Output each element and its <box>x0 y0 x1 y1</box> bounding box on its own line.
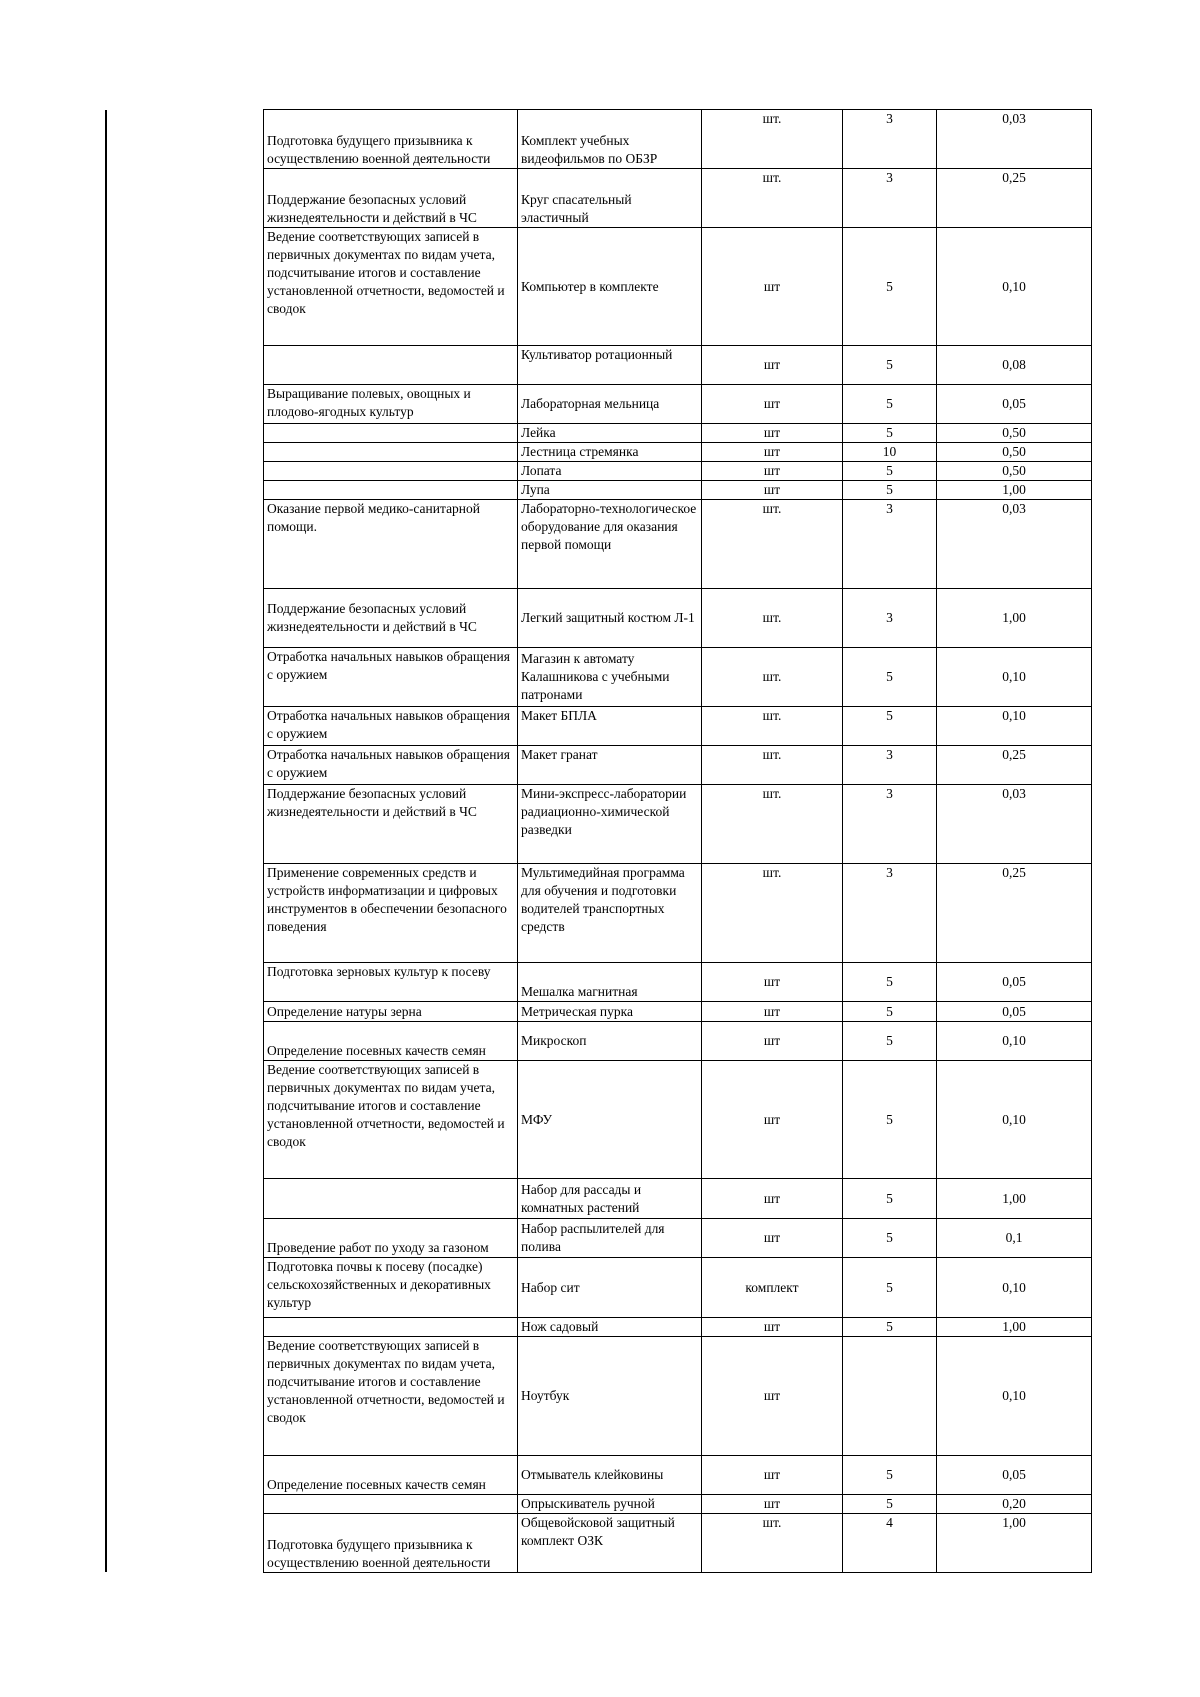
norm-cell: 1,00 <box>937 1318 1092 1337</box>
activity-cell: Поддержание безопасных условий жизнедеятельности и действий в ЧС <box>264 589 518 648</box>
unit-cell: шт <box>702 462 843 481</box>
qty-cell: 5 <box>843 462 937 481</box>
item-cell: Метрическая пурка <box>518 1002 702 1022</box>
table-row <box>264 1219 1092 1258</box>
unit-cell: шт <box>702 1318 843 1337</box>
activity-cell: Подготовка почвы к посеву (посадке) сельскохозяйственных и декоративных культур <box>264 1258 518 1318</box>
qty-cell: 10 <box>843 443 937 462</box>
table-row <box>264 1514 1092 1573</box>
qty-cell: 5 <box>843 1495 937 1514</box>
unit-cell: шт. <box>702 589 843 648</box>
item-cell: Легкий защитный костюм Л-1 <box>518 589 702 648</box>
activity-cell <box>264 443 518 462</box>
table-row <box>264 424 1092 443</box>
table-row <box>264 169 1092 228</box>
activity-cell: Определение посевных качеств семян <box>264 1456 518 1495</box>
activity-cell <box>264 462 518 481</box>
qty-cell: 5 <box>843 1022 937 1061</box>
norm-cell: 1,00 <box>937 589 1092 648</box>
item-cell: Лейка <box>518 424 702 443</box>
activity-cell: Определение посевных качеств семян <box>264 1022 518 1061</box>
activity-cell <box>264 1495 518 1514</box>
qty-cell: 5 <box>843 1179 937 1219</box>
norm-cell: 0,10 <box>937 1061 1092 1179</box>
table-row <box>264 1179 1092 1219</box>
unit-cell: шт. <box>702 707 843 746</box>
unit-cell: шт. <box>702 746 843 785</box>
activity-cell <box>264 346 518 385</box>
qty-cell <box>843 1337 937 1456</box>
item-cell: Культиватор ротационный <box>518 346 702 385</box>
unit-cell: шт <box>702 1022 843 1061</box>
qty-cell: 5 <box>843 1258 937 1318</box>
item-cell: Опрыскиватель ручной <box>518 1495 702 1514</box>
item-cell: Нож садовый <box>518 1318 702 1337</box>
unit-cell: шт <box>702 1002 843 1022</box>
activity-cell: Отработка начальных навыков обращения с оружием <box>264 746 518 785</box>
activity-cell: Ведение соответствующих записей в первичных документах по видам учета, подсчитывание итогов и составление установленной отчетности, ведомостей и сводок <box>264 228 518 346</box>
norm-cell: 0,50 <box>937 462 1092 481</box>
activity-cell <box>264 481 518 500</box>
item-cell: Мультимедийная программа для обучения и подготовки водителей транспортных средств <box>518 864 702 963</box>
activity-cell: Подготовка будущего призывника к осуществлению военной деятельности <box>264 110 518 169</box>
qty-cell: 5 <box>843 385 937 424</box>
norm-cell: 0,10 <box>937 1022 1092 1061</box>
item-cell: Компьютер в комплекте <box>518 228 702 346</box>
item-cell: Магазин к автомату Калашникова с учебными патронами <box>518 648 702 707</box>
norm-cell: 0,1 <box>937 1219 1092 1258</box>
item-cell: Комплект учебных видеофильмов по ОБЗР <box>518 110 702 169</box>
qty-cell: 5 <box>843 424 937 443</box>
table-row <box>264 1337 1092 1456</box>
item-cell: Отмыватель клейковины <box>518 1456 702 1495</box>
item-cell: МФУ <box>518 1061 702 1179</box>
activity-cell: Ведение соответствующих записей в первичных документах по видам учета, подсчитывание итогов и составление установленной отчетности, ведомостей и сводок <box>264 1061 518 1179</box>
table-row <box>264 785 1092 864</box>
item-cell: Ноутбук <box>518 1337 702 1456</box>
norm-cell: 0,10 <box>937 1337 1092 1456</box>
activity-cell: Подготовка зерновых культур к посеву <box>264 963 518 1002</box>
table-row <box>264 1022 1092 1061</box>
qty-cell: 5 <box>843 1061 937 1179</box>
activity-cell: Оказание первой медико-санитарной помощи. <box>264 500 518 589</box>
norm-cell: 0,05 <box>937 963 1092 1002</box>
unit-cell: комплект <box>702 1258 843 1318</box>
table-row <box>264 443 1092 462</box>
activity-cell: Отработка начальных навыков обращения с оружием <box>264 648 518 707</box>
norm-cell: 0,10 <box>937 648 1092 707</box>
table-row <box>264 1318 1092 1337</box>
unit-cell: шт <box>702 346 843 385</box>
unit-cell: шт. <box>702 864 843 963</box>
table-row <box>264 110 1092 169</box>
qty-cell: 4 <box>843 1514 937 1573</box>
equipment-table <box>263 109 1092 1573</box>
unit-cell: шт <box>702 1495 843 1514</box>
norm-cell: 0,05 <box>937 385 1092 424</box>
unit-cell: шт <box>702 228 843 346</box>
item-cell: Лупа <box>518 481 702 500</box>
unit-cell: шт <box>702 1337 843 1456</box>
table-row <box>264 589 1092 648</box>
table-row <box>264 963 1092 1002</box>
activity-cell <box>264 424 518 443</box>
norm-cell: 0,50 <box>937 443 1092 462</box>
qty-cell: 5 <box>843 1318 937 1337</box>
activity-cell: Подготовка будущего призывника к осуществлению военной деятельности <box>264 1514 518 1573</box>
item-cell: Набор сит <box>518 1258 702 1318</box>
norm-cell: 0,25 <box>937 746 1092 785</box>
item-cell: Лестница стремянка <box>518 443 702 462</box>
unit-cell: шт. <box>702 648 843 707</box>
qty-cell: 5 <box>843 648 937 707</box>
activity-cell: Отработка начальных навыков обращения с оружием <box>264 707 518 746</box>
qty-cell: 5 <box>843 228 937 346</box>
table-row <box>264 1456 1092 1495</box>
norm-cell: 1,00 <box>937 1514 1092 1573</box>
unit-cell: шт. <box>702 785 843 864</box>
qty-cell: 3 <box>843 169 937 228</box>
activity-cell <box>264 1179 518 1219</box>
item-cell: Макет гранат <box>518 746 702 785</box>
activity-cell: Применение современных средств и устройств информатизации и цифровых инструментов в обеспечении безопасного поведения <box>264 864 518 963</box>
unit-cell: шт <box>702 443 843 462</box>
item-cell: Лопата <box>518 462 702 481</box>
table-row <box>264 1258 1092 1318</box>
margin-line <box>105 110 107 1572</box>
norm-cell: 0,10 <box>937 707 1092 746</box>
table-row <box>264 500 1092 589</box>
norm-cell: 0,05 <box>937 1456 1092 1495</box>
item-cell: Набор для рассады и комнатных растений <box>518 1179 702 1219</box>
qty-cell: 3 <box>843 864 937 963</box>
qty-cell: 5 <box>843 707 937 746</box>
table-row <box>264 228 1092 346</box>
activity-cell: Проведение работ по уходу за газоном <box>264 1219 518 1258</box>
norm-cell: 0,03 <box>937 500 1092 589</box>
activity-cell <box>264 1318 518 1337</box>
table-row <box>264 346 1092 385</box>
table-row <box>264 707 1092 746</box>
qty-cell: 5 <box>843 1002 937 1022</box>
item-cell: Лабораторно-технологическое оборудование для оказания первой помощи <box>518 500 702 589</box>
qty-cell: 3 <box>843 589 937 648</box>
activity-cell: Выращивание полевых, овощных и плодово-ягодных культур <box>264 385 518 424</box>
unit-cell: шт. <box>702 500 843 589</box>
activity-cell: Определение натуры зерна <box>264 1002 518 1022</box>
norm-cell: 0,08 <box>937 346 1092 385</box>
norm-cell: 0,10 <box>937 1258 1092 1318</box>
norm-cell: 0,05 <box>937 1002 1092 1022</box>
unit-cell: шт <box>702 963 843 1002</box>
unit-cell: шт <box>702 385 843 424</box>
unit-cell: шт. <box>702 1514 843 1573</box>
table-row <box>264 864 1092 963</box>
norm-cell: 1,00 <box>937 1179 1092 1219</box>
norm-cell: 1,00 <box>937 481 1092 500</box>
table-row <box>264 1495 1092 1514</box>
table-row <box>264 385 1092 424</box>
unit-cell: шт <box>702 424 843 443</box>
qty-cell: 3 <box>843 746 937 785</box>
norm-cell: 0,03 <box>937 785 1092 864</box>
qty-cell: 5 <box>843 346 937 385</box>
norm-cell: 0,25 <box>937 864 1092 963</box>
norm-cell: 0,03 <box>937 110 1092 169</box>
norm-cell: 0,10 <box>937 228 1092 346</box>
item-cell: Мешалка магнитная <box>518 963 702 1002</box>
item-cell: Мини-экспресс-лаборатории радиационно-химической разведки <box>518 785 702 864</box>
unit-cell: шт <box>702 1456 843 1495</box>
qty-cell: 5 <box>843 963 937 1002</box>
activity-cell: Поддержание безопасных условий жизнедеятельности и действий в ЧС <box>264 785 518 864</box>
qty-cell: 5 <box>843 1456 937 1495</box>
item-cell: Набор распылителей для полива <box>518 1219 702 1258</box>
table-row <box>264 1061 1092 1179</box>
norm-cell: 0,20 <box>937 1495 1092 1514</box>
qty-cell: 3 <box>843 110 937 169</box>
table-row <box>264 1002 1092 1022</box>
table-row <box>264 746 1092 785</box>
unit-cell: шт <box>702 1061 843 1179</box>
unit-cell: шт <box>702 1219 843 1258</box>
norm-cell: 0,25 <box>937 169 1092 228</box>
item-cell: Макет БПЛА <box>518 707 702 746</box>
table-row <box>264 648 1092 707</box>
activity-cell: Ведение соответствующих записей в первичных документах по видам учета, подсчитывание итогов и составление установленной отчетности, ведомостей и сводок <box>264 1337 518 1456</box>
table-row <box>264 462 1092 481</box>
qty-cell: 3 <box>843 785 937 864</box>
qty-cell: 5 <box>843 1219 937 1258</box>
activity-cell: Поддержание безопасных условий жизнедеятельности и действий в ЧС <box>264 169 518 228</box>
item-cell: Лабораторная мельница <box>518 385 702 424</box>
unit-cell: шт. <box>702 110 843 169</box>
unit-cell: шт <box>702 481 843 500</box>
qty-cell: 5 <box>843 481 937 500</box>
item-cell: Общевойсковой защитный комплект ОЗК <box>518 1514 702 1573</box>
table-row <box>264 481 1092 500</box>
unit-cell: шт <box>702 1179 843 1219</box>
norm-cell: 0,50 <box>937 424 1092 443</box>
unit-cell: шт. <box>702 169 843 228</box>
item-cell: Круг спасательный эластичный <box>518 169 702 228</box>
qty-cell: 3 <box>843 500 937 589</box>
item-cell: Микроскоп <box>518 1022 702 1061</box>
